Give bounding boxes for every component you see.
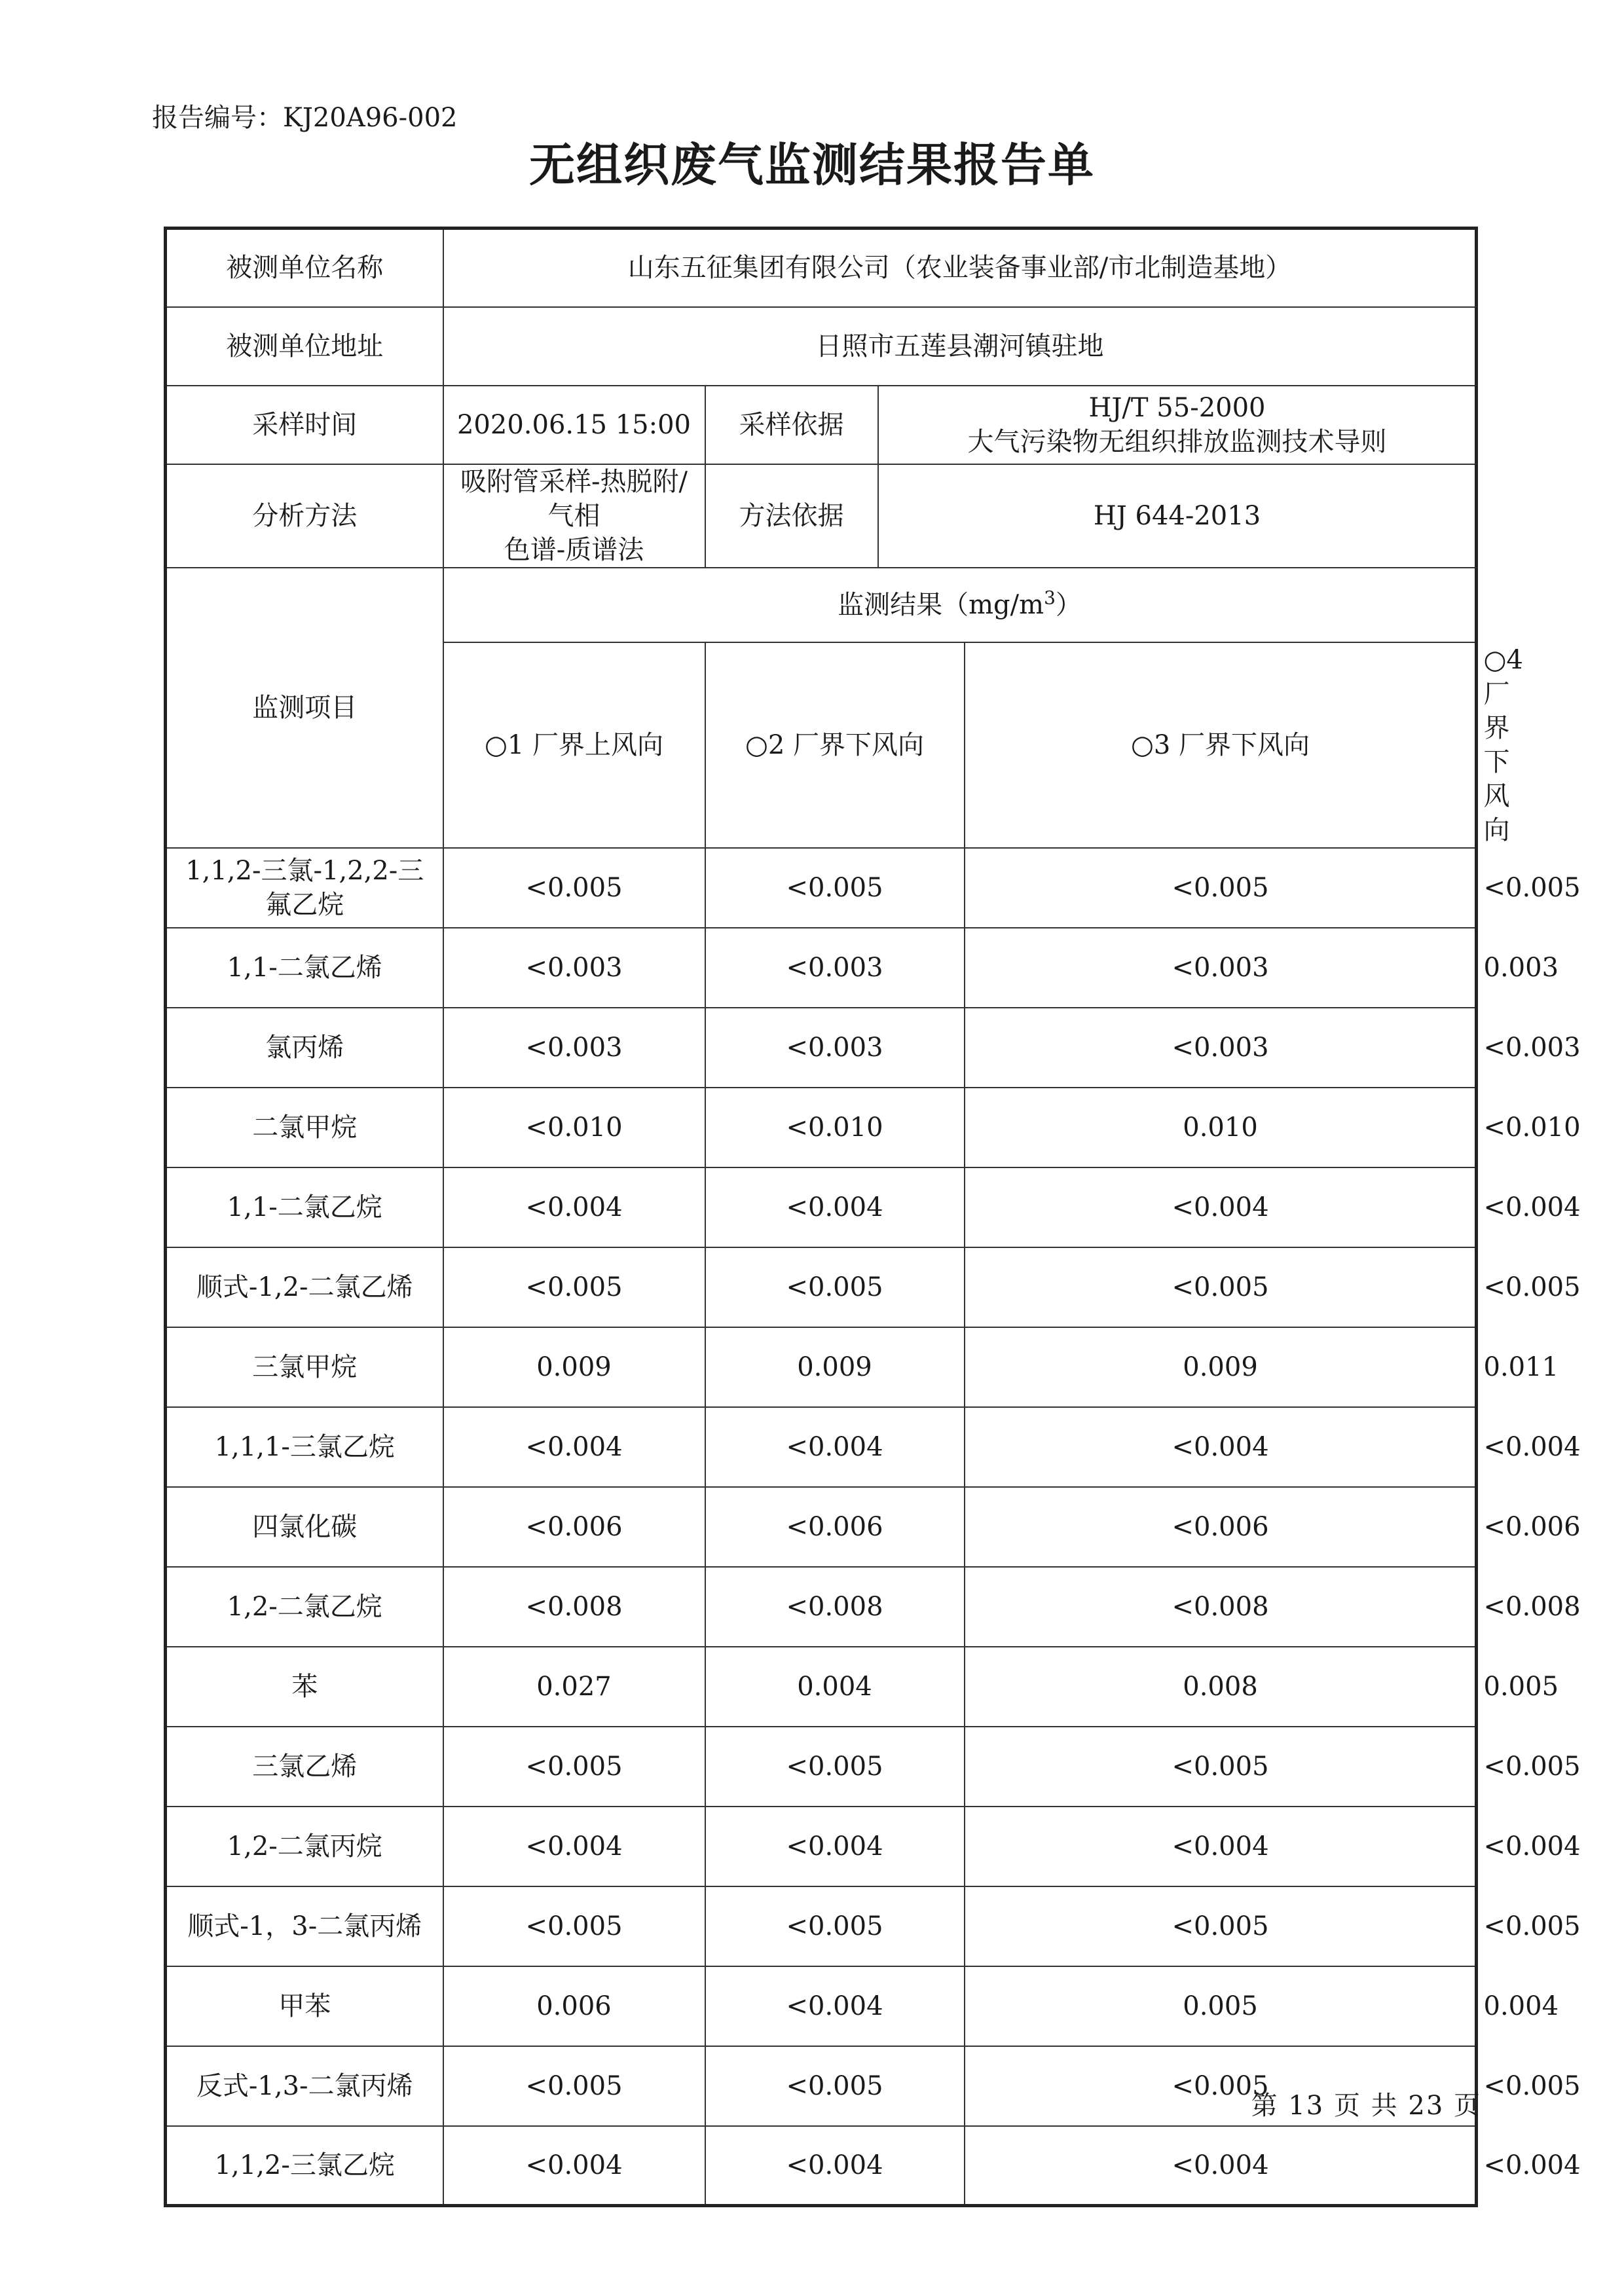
sample-time-label: 采样时间 <box>166 386 443 464</box>
result-value: <0.003 <box>965 1008 1477 1088</box>
result-value: <0.004 <box>443 2126 705 2206</box>
results-header-close: ） <box>1055 589 1082 620</box>
page-number: 第 13 页 共 23 页 <box>1251 2091 1481 2121</box>
table-row: 顺式-1，3-二氯丙烯 <0.005 <0.005 <0.005 <0.005 <box>166 1886 1477 1966</box>
result-value: <0.004 <box>443 1807 705 1886</box>
item-name: 1,1-二氯乙烷 <box>166 1167 443 1247</box>
method-line-2: 色谱-质谱法 <box>504 534 644 565</box>
table-row: 甲苯 0.006 <0.004 0.005 0.004 <box>166 1966 1477 2046</box>
result-value: <0.005 <box>705 1727 965 1807</box>
result-value: <0.004 <box>705 2126 965 2206</box>
result-value: <0.005 <box>965 1247 1477 1327</box>
result-value: <0.005 <box>443 1727 705 1807</box>
table-row: 反式-1,3-二氯丙烯 <0.005 <0.005 <0.005 <0.005 <box>166 2046 1477 2126</box>
result-value: <0.005 <box>965 2046 1477 2126</box>
sample-basis-value <box>878 386 1477 464</box>
page-title: 无组织废气监测结果报告单 <box>529 138 1095 192</box>
item-name: 氯丙烯 <box>166 1008 443 1088</box>
result-value: <0.004 <box>965 1807 1477 1886</box>
result-value: <0.003 <box>443 1008 705 1088</box>
method-label: 分析方法 <box>166 464 443 568</box>
item-name: 1,1,1-三氯乙烷 <box>166 1407 443 1487</box>
result-value: <0.004 <box>705 1807 965 1886</box>
result-value: <0.004 <box>443 1167 705 1247</box>
sample-basis-standard: HJ/T 55-2000 <box>1088 392 1266 423</box>
sample-basis-label: 采样依据 <box>705 386 878 464</box>
unit-name-value: 山东五征集团有限公司（农业装备事业部/市北制造基地） <box>443 229 1477 307</box>
result-value: <0.005 <box>705 848 965 928</box>
item-name: 1,1,2-三氯-1,2,2-三氟乙烷 <box>166 848 443 928</box>
result-value: <0.004 <box>965 2126 1477 2206</box>
points-header-row: ○1 厂界上风向 ○2 厂界下风向 ○3 厂界下风向 ○4 厂界下风向 <box>166 642 1477 848</box>
table-row: 1,1-二氯乙烯 <0.003 <0.003 <0.003 0.003 <box>166 928 1477 1008</box>
result-value: <0.005 <box>965 848 1477 928</box>
item-name: 二氯甲烷 <box>166 1088 443 1167</box>
results-header-text: 监测结果（mg/m <box>838 589 1044 620</box>
point-header: ○3 厂界下风向 <box>965 642 1477 848</box>
result-value: 0.009 <box>443 1327 705 1407</box>
results-unit-exponent: 3 <box>1044 587 1056 609</box>
item-name: 苯 <box>166 1647 443 1727</box>
result-value: <0.005 <box>705 1886 965 1966</box>
result-value: <0.004 <box>965 1167 1477 1247</box>
result-value: <0.010 <box>443 1088 705 1167</box>
result-value: <0.004 <box>705 1966 965 2046</box>
item-name: 1,2-二氯丙烷 <box>166 1807 443 1886</box>
table-row: 1,1,1-三氯乙烷 <0.004 <0.004 <0.004 <0.004 <box>166 1407 1477 1487</box>
item-name: 1,1,2-三氯乙烷 <box>166 2126 443 2206</box>
report-table <box>164 227 1581 2207</box>
results-header <box>443 568 1477 642</box>
info-row-unit-address <box>166 307 1477 386</box>
result-value: 0.006 <box>443 1966 705 2046</box>
info-row-unit-name <box>166 229 1477 307</box>
table-row: 三氯甲烷 0.009 0.009 0.009 0.011 <box>166 1327 1477 1407</box>
unit-address-value: 日照市五莲县潮河镇驻地 <box>443 307 1477 386</box>
result-value: 0.009 <box>705 1327 965 1407</box>
info-row-sampling <box>166 386 1477 464</box>
table-row: 氯丙烯 <0.003 <0.003 <0.003 <0.003 <box>166 1008 1477 1088</box>
result-value: <0.010 <box>705 1088 965 1167</box>
report-number: 报告编号：KJ20A96-002 <box>152 103 458 133</box>
point-header: ○1 厂界上风向 <box>443 642 705 848</box>
result-value: <0.006 <box>965 1487 1477 1567</box>
table-row: 1,1-二氯乙烷 <0.004 <0.004 <0.004 <0.004 <box>166 1167 1477 1247</box>
item-name: 顺式-1，3-二氯丙烯 <box>166 1886 443 1966</box>
item-name: 四氯化碳 <box>166 1487 443 1567</box>
item-name: 顺式-1,2-二氯乙烯 <box>166 1247 443 1327</box>
result-value: <0.003 <box>705 928 965 1008</box>
method-basis-label: 方法依据 <box>705 464 878 568</box>
result-value: <0.005 <box>443 1886 705 1966</box>
table-row: 四氯化碳 <0.006 <0.006 <0.006 <0.006 <box>166 1487 1477 1567</box>
table-row: 1,2-二氯丙烷 <0.004 <0.004 <0.004 <0.004 <box>166 1807 1477 1886</box>
result-value: <0.004 <box>443 1407 705 1487</box>
result-value: <0.005 <box>965 1727 1477 1807</box>
result-value: 0.010 <box>965 1088 1477 1167</box>
item-name: 1,2-二氯乙烷 <box>166 1567 443 1647</box>
unit-name-label: 被测单位名称 <box>166 229 443 307</box>
table-row: 苯 0.027 0.004 0.008 0.005 <box>166 1647 1477 1727</box>
point-header: ○2 厂界下风向 <box>705 642 965 848</box>
result-value: <0.005 <box>705 1247 965 1327</box>
table-row: 1,1,2-三氯-1,2,2-三氟乙烷 <0.005 <0.005 <0.005 <0.005 <box>166 848 1477 928</box>
table-row: 1,1,2-三氯乙烷 <0.004 <0.004 <0.004 <0.004 <box>166 2126 1477 2206</box>
result-value: <0.003 <box>443 928 705 1008</box>
item-header: 监测项目 <box>166 568 443 848</box>
result-value: <0.006 <box>705 1487 965 1567</box>
result-value: <0.004 <box>965 1407 1477 1487</box>
result-value: <0.003 <box>965 928 1477 1008</box>
item-name: 三氯乙烯 <box>166 1727 443 1807</box>
unit-address-label: 被测单位地址 <box>166 307 443 386</box>
item-name: 三氯甲烷 <box>166 1327 443 1407</box>
table-row: 二氯甲烷 <0.010 <0.010 0.010 <0.010 <box>166 1088 1477 1167</box>
result-value: 0.027 <box>443 1647 705 1727</box>
result-value: <0.005 <box>443 2046 705 2126</box>
method-line-1: 吸附管采样-热脱附/气相 <box>460 466 688 531</box>
result-value: <0.005 <box>965 1886 1477 1966</box>
result-value: <0.004 <box>705 1407 965 1487</box>
result-value: <0.008 <box>443 1567 705 1647</box>
result-value: <0.008 <box>705 1567 965 1647</box>
item-name: 1,1-二氯乙烯 <box>166 928 443 1008</box>
result-value: 0.004 <box>705 1647 965 1727</box>
result-value: <0.005 <box>443 848 705 928</box>
item-name: 反式-1,3-二氯丙烯 <box>166 2046 443 2126</box>
sample-basis-title: 大气污染物无组织排放监测技术导则 <box>967 426 1387 457</box>
method-basis-value: HJ 644-2013 <box>878 464 1477 568</box>
result-value: <0.003 <box>705 1008 965 1088</box>
result-value: 0.005 <box>965 1966 1477 2046</box>
table-row: 三氯乙烯 <0.005 <0.005 <0.005 <0.005 <box>166 1727 1477 1807</box>
result-value: <0.004 <box>705 1167 965 1247</box>
table-row: 1,2-二氯乙烷 <0.008 <0.008 <0.008 <0.008 <box>166 1567 1477 1647</box>
table-row: 顺式-1,2-二氯乙烯 <0.005 <0.005 <0.005 <0.005 <box>166 1247 1477 1327</box>
results-header-row <box>166 568 1477 642</box>
result-value: <0.005 <box>443 1247 705 1327</box>
method-value <box>443 464 705 568</box>
result-value: <0.008 <box>965 1567 1477 1647</box>
sample-time-value: 2020.06.15 15:00 <box>443 386 705 464</box>
result-value: 0.008 <box>965 1647 1477 1727</box>
item-name: 甲苯 <box>166 1966 443 2046</box>
result-value: <0.006 <box>443 1487 705 1567</box>
result-value: 0.009 <box>965 1327 1477 1407</box>
info-row-method <box>166 464 1477 568</box>
result-value: <0.005 <box>705 2046 965 2126</box>
